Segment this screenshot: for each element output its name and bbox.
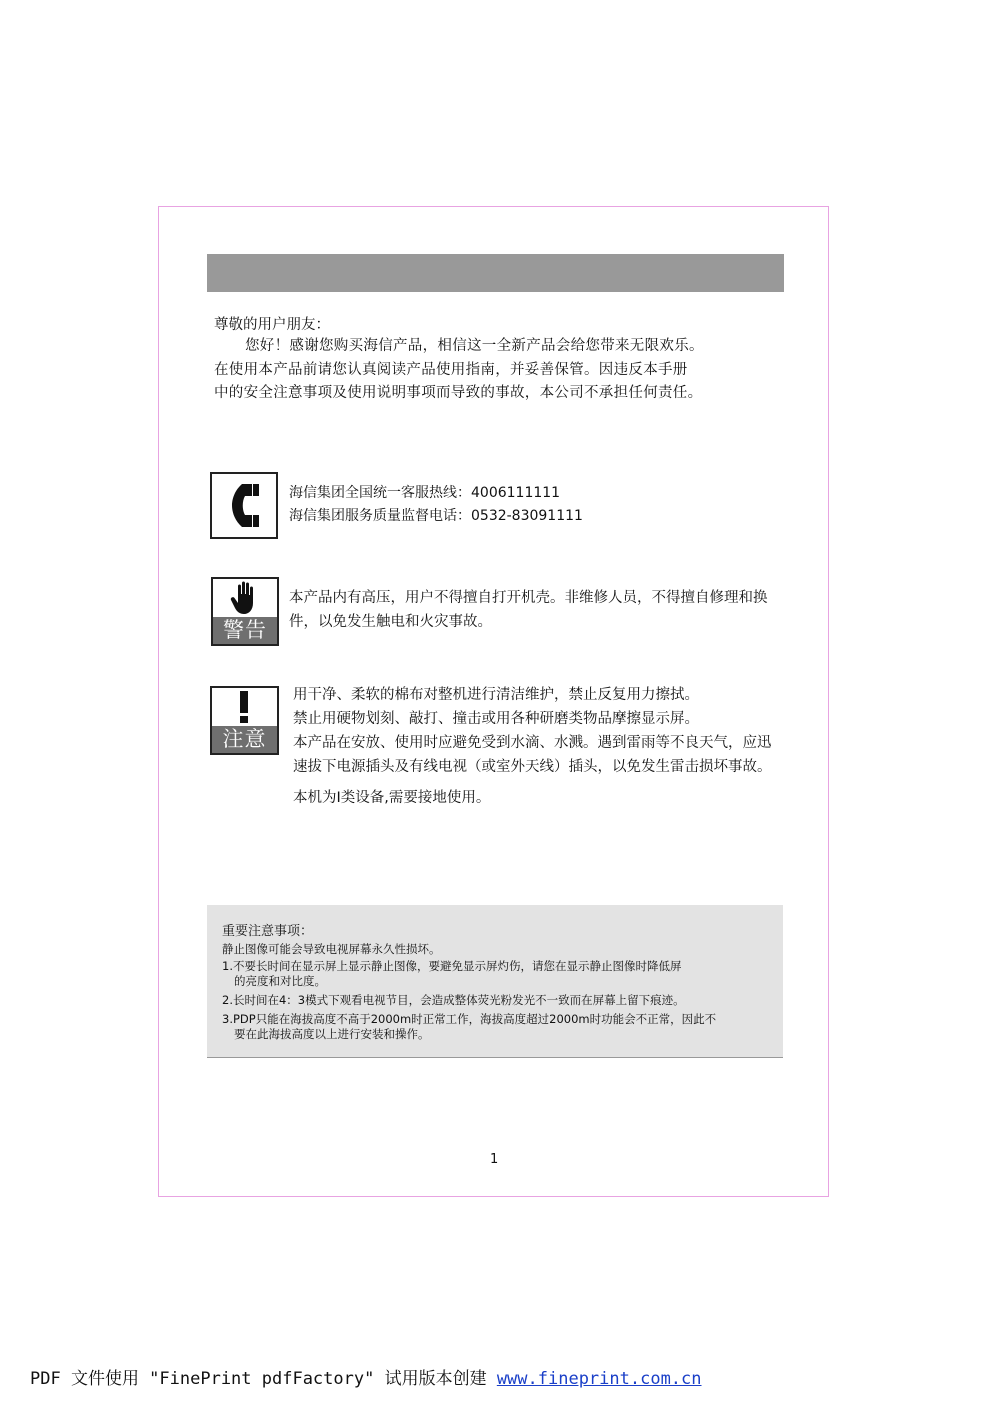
intro-line: 您好！感谢您购买海信产品，相信这一全新产品会给您带来无限欢乐。: [245, 338, 704, 354]
page-number: 1: [490, 1152, 499, 1167]
hotline-text: 海信集团全国统一客服热线：4006111111: [289, 485, 561, 501]
quality-hotline-text: 海信集团服务质量监督电话：0532-83091111: [289, 508, 583, 524]
caution-badge: [210, 686, 279, 755]
pdf-footer: [30, 1364, 702, 1389]
footer-text: PDF 文件使用 "FinePrint pdfFactory" 试用版本创建: [30, 1369, 497, 1389]
exclamation-icon: [212, 688, 277, 726]
notice-item-text: 的亮度和对比度。: [234, 974, 326, 988]
notice-list: [222, 959, 772, 1046]
warning-badge: [211, 577, 279, 646]
greeting: 尊敬的用户朋友：: [214, 317, 330, 333]
notice-item: [222, 959, 772, 989]
hand-stop-icon: [213, 579, 277, 617]
notice-item-text: 1.不要长时间在显示屏上显示静止图像，要避免显示屏灼伤，请您在显示静止图像时降低屏: [222, 959, 682, 973]
warning-text: 本产品内有高压，用户不得擅自打开机壳。非维修人员，不得擅自修理和换件，以免发生触电和火灾事故。: [289, 590, 768, 630]
phone-icon: [210, 472, 278, 539]
notice-item: [222, 1012, 772, 1042]
notice-item: [222, 993, 772, 1008]
caution-line: 禁止用硬物划刻、敲打、撞击或用各种研磨类物品摩擦显示屏。: [293, 711, 699, 727]
intro-paragraph: [214, 335, 784, 406]
intro-line: 中的安全注意事项及使用说明事项而导致的事故，本公司不承担任何责任。: [214, 385, 703, 401]
header-bar: [207, 254, 784, 292]
notice-title: 重要注意事项：: [222, 924, 314, 939]
notice-item-text: 要在此海拔高度以上进行安装和操作。: [234, 1027, 430, 1041]
important-notice-box: [207, 905, 783, 1058]
warning-label: 警告: [213, 617, 277, 644]
intro-line: 在使用本产品前请您认真阅读产品使用指南，并妥善保管。因违反本手册: [214, 361, 688, 378]
footer-link[interactable]: www.fineprint.com.cn: [496, 1369, 702, 1389]
caution-line: 用干净、柔软的棉布对整机进行清洁维护，禁止反复用力擦拭。: [293, 687, 699, 703]
contact-info: [289, 482, 583, 528]
caution-label: 注意: [212, 726, 277, 753]
caution-line: 本产品在安放、使用时应避免受到水滴、水溅。遇到雷雨等不良天气，应迅速拔下电源插头及有线电视（或室外天线）插头，以免发生雷击损坏事故。: [293, 735, 772, 775]
notice-subtitle: 静止图像可能会导致电视屏幕永久性损坏。: [222, 942, 441, 956]
notice-item-text: 2.长时间在4：3模式下观看电视节目，会造成整体荧光粉发光不一致而在屏幕上留下痕迹。: [222, 993, 685, 1007]
caution-text: [293, 683, 783, 810]
notice-item-text: 3.PDP只能在海拔高度不高于2000m时正常工作，海拔高度超过2000m时功能会不正常，因此不: [222, 1012, 717, 1026]
grounding-note: 本机为Ⅰ类设备,需要接地使用。: [293, 790, 491, 806]
